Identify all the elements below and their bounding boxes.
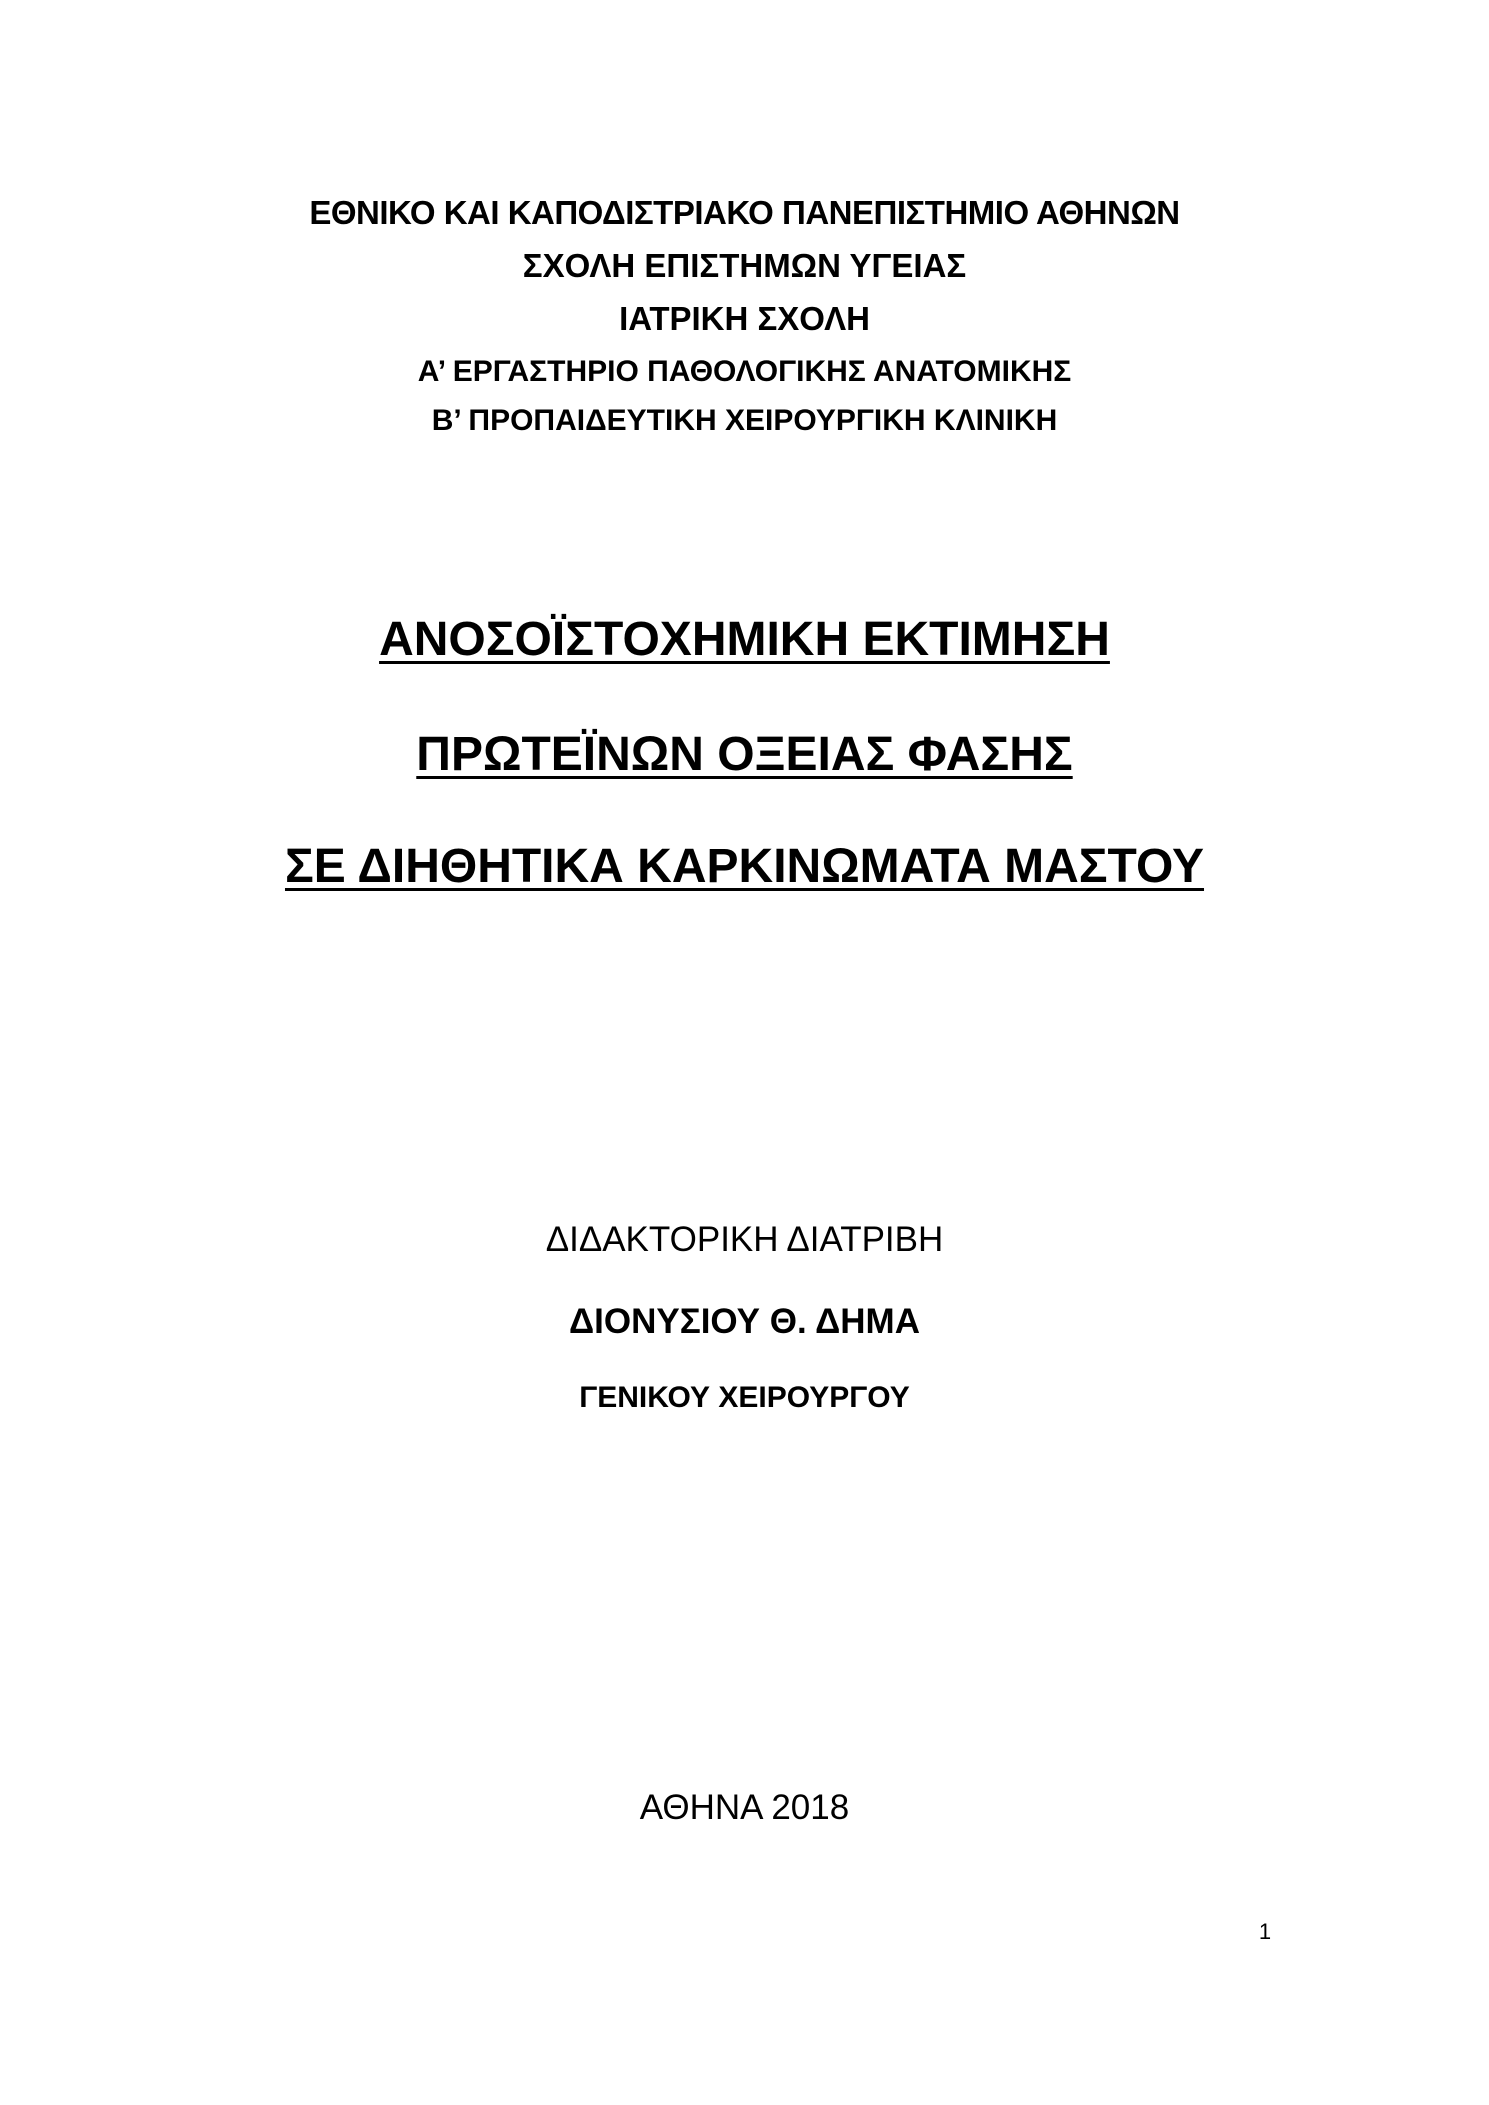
thesis-title-line-1	[0, 613, 1489, 666]
author-name: ΔΙΟΝΥΣΙΟΥ Θ. ΔΗΜΑ	[568, 1302, 920, 1341]
faculty-name: ΙΑΤΡΙΚΗ ΣΧΟΛΗ	[619, 300, 870, 337]
department-surgery: Β’ ΠΡΟΠΑΙΔΕΥΤΙΚΗ ΧΕΙΡΟΥΡΓΙΚΗ ΚΛΙΝΙΚΗ	[431, 404, 1058, 437]
thesis-title-line-3-text: ΣΕ ΔΙΗΘΗΤΙΚΑ ΚΑΡΚΙΝΩΜΑΤΑ ΜΑΣΤΟΥ	[284, 840, 1205, 893]
thesis-title-line-2	[0, 728, 1489, 781]
thesis-title-line-2-text: ΠΡΩΤΕΪΝΩΝ ΟΞΕΙΑΣ ΦΑΣΗΣ	[416, 728, 1073, 781]
department-pathology: Α’ ΕΡΓΑΣΤΗΡΙΟ ΠΑΘΟΛΟΓΙΚΗΣ ΑΝΑΤΟΜΙΚΗΣ	[417, 355, 1072, 388]
thesis-title-line-3	[0, 840, 1489, 893]
document-type: ΔΙΔΑΚΤΟΡΙΚΗ ΔΙΑΤΡΙΒΗ	[545, 1220, 944, 1259]
school-name: ΣΧΟΛΗ ΕΠΙΣΤΗΜΩΝ ΥΓΕΙΑΣ	[522, 247, 967, 284]
university-name: ΕΘΝΙΚΟ ΚΑΙ ΚΑΠΟΔΙΣΤΡΙΑΚΟ ΠΑΝΕΠΙΣΤΗΜΙΟ ΑΘΗΝΩΝ	[309, 194, 1180, 231]
thesis-title-line-1-text: ΑΝΟΣΟΪΣΤΟΧΗΜΙΚΗ ΕΚΤΙΜΗΣΗ	[379, 613, 1110, 666]
place-year: ΑΘΗΝΑ 2018	[639, 1788, 850, 1827]
author-role: ΓΕΝΙΚΟΥ ΧΕΙΡΟΥΡΓΟΥ	[579, 1381, 910, 1414]
page-number: 1	[1258, 1919, 1272, 1944]
